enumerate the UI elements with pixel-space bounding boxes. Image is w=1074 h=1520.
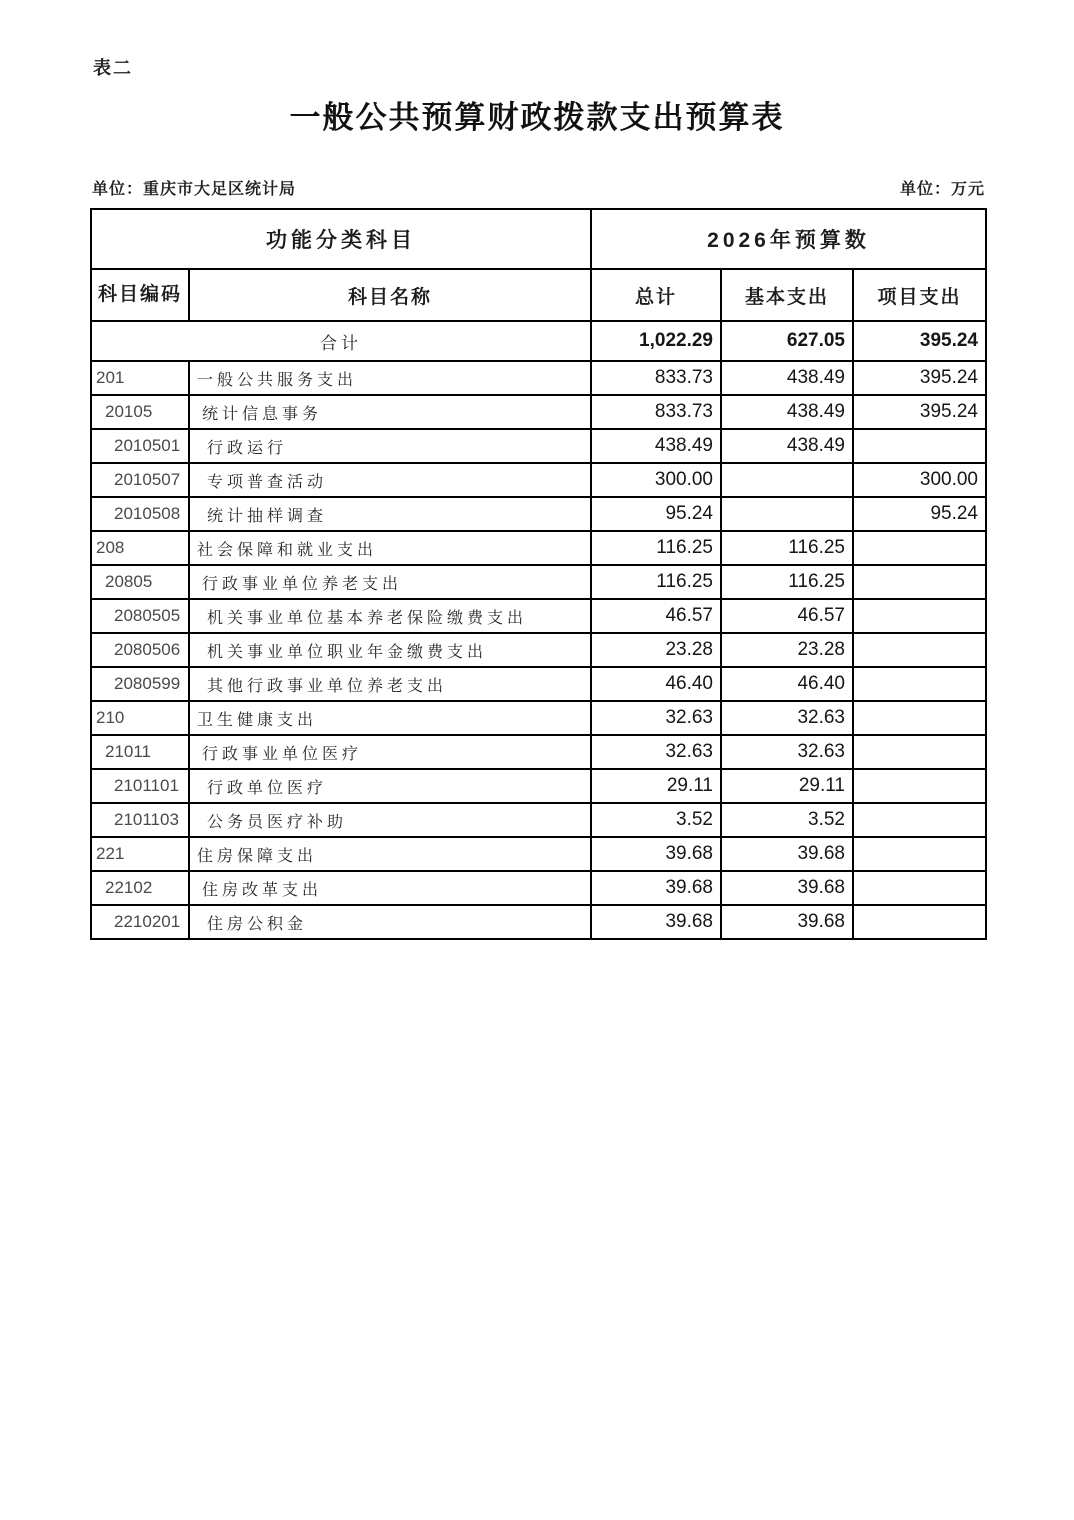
grand-total-total: 1,022.29 <box>591 321 721 361</box>
basic-expenditure-cell: 116.25 <box>721 531 853 565</box>
subject-code-cell: 210 <box>91 701 189 735</box>
subject-code-cell: 2101103 <box>91 803 189 837</box>
table-row <box>91 361 986 395</box>
subject-name-cell: 行政单位医疗 <box>189 769 591 803</box>
subject-name-cell: 公务员医疗补助 <box>189 803 591 837</box>
subject-name-cell: 其他行政事业单位养老支出 <box>189 667 591 701</box>
basic-expenditure-cell: 116.25 <box>721 565 853 599</box>
basic-expenditure-cell: 23.28 <box>721 633 853 667</box>
grand-total-project: 395.24 <box>853 321 986 361</box>
table-row <box>91 395 986 429</box>
basic-expenditure-cell: 32.63 <box>721 701 853 735</box>
subject-name-cell: 行政运行 <box>189 429 591 463</box>
subject-code-cell: 2101101 <box>91 769 189 803</box>
project-expenditure-cell: 395.24 <box>853 395 986 429</box>
subject-name-cell: 行政事业单位医疗 <box>189 735 591 769</box>
project-expenditure-cell <box>853 429 986 463</box>
subject-code-cell: 2210201 <box>91 905 189 939</box>
total-value-cell: 833.73 <box>591 361 721 395</box>
project-expenditure-cell <box>853 871 986 905</box>
table-row <box>91 633 986 667</box>
basic-expenditure-cell: 46.57 <box>721 599 853 633</box>
subject-name-cell: 专项普查活动 <box>189 463 591 497</box>
subject-code-cell: 2080599 <box>91 667 189 701</box>
subject-name-cell: 行政事业单位养老支出 <box>189 565 591 599</box>
table-row <box>91 701 986 735</box>
total-value-cell: 116.25 <box>591 531 721 565</box>
basic-expenditure-cell: 39.68 <box>721 871 853 905</box>
subject-name-cell: 机关事业单位职业年金缴费支出 <box>189 633 591 667</box>
subject-code-cell: 2080506 <box>91 633 189 667</box>
table-row <box>91 429 986 463</box>
column-header-project-expenditure: 项目支出 <box>853 269 986 321</box>
subject-code-cell: 21011 <box>91 735 189 769</box>
project-expenditure-cell: 95.24 <box>853 497 986 531</box>
total-value-cell: 46.40 <box>591 667 721 701</box>
basic-expenditure-cell: 32.63 <box>721 735 853 769</box>
table-row <box>91 803 986 837</box>
header-columns-row <box>91 269 986 321</box>
project-expenditure-cell: 395.24 <box>853 361 986 395</box>
table-row <box>91 531 986 565</box>
total-value-cell: 39.68 <box>591 871 721 905</box>
basic-expenditure-cell: 46.40 <box>721 667 853 701</box>
subject-code-cell: 2080505 <box>91 599 189 633</box>
basic-expenditure-cell: 39.68 <box>721 837 853 871</box>
basic-expenditure-cell: 438.49 <box>721 361 853 395</box>
subject-code-cell: 201 <box>91 361 189 395</box>
total-value-cell: 23.28 <box>591 633 721 667</box>
subject-name-cell: 住房公积金 <box>189 905 591 939</box>
subject-name-cell: 统计信息事务 <box>189 395 591 429</box>
project-expenditure-cell <box>853 531 986 565</box>
column-header-subject-code: 科目编码 <box>91 269 189 321</box>
basic-expenditure-cell <box>721 463 853 497</box>
table-row <box>91 463 986 497</box>
project-expenditure-cell: 300.00 <box>853 463 986 497</box>
header-budget-2026: 2026年预算数 <box>591 209 986 269</box>
header-function-classification: 功能分类科目 <box>91 209 591 269</box>
unit-organization: 单位：重庆市大足区统计局 <box>92 181 297 198</box>
total-value-cell: 39.68 <box>591 905 721 939</box>
table-row <box>91 667 986 701</box>
basic-expenditure-cell: 438.49 <box>721 429 853 463</box>
subject-code-cell: 221 <box>91 837 189 871</box>
table-row <box>91 905 986 939</box>
table-row <box>91 497 986 531</box>
subject-name-cell: 卫生健康支出 <box>189 701 591 735</box>
column-header-subject-name: 科目名称 <box>189 269 591 321</box>
column-header-basic-expenditure: 基本支出 <box>721 269 853 321</box>
budget-table <box>90 208 987 940</box>
total-value-cell: 32.63 <box>591 735 721 769</box>
total-value-cell: 29.11 <box>591 769 721 803</box>
project-expenditure-cell <box>853 633 986 667</box>
total-value-cell: 3.52 <box>591 803 721 837</box>
subject-name-cell: 机关事业单位基本养老保险缴费支出 <box>189 599 591 633</box>
table-row <box>91 599 986 633</box>
subject-code-cell: 20805 <box>91 565 189 599</box>
subject-code-cell: 2010501 <box>91 429 189 463</box>
project-expenditure-cell <box>853 565 986 599</box>
subject-name-cell: 一般公共服务支出 <box>189 361 591 395</box>
total-value-cell: 300.00 <box>591 463 721 497</box>
total-value-cell: 116.25 <box>591 565 721 599</box>
project-expenditure-cell <box>853 837 986 871</box>
unit-row <box>92 176 985 199</box>
table-header <box>91 209 986 321</box>
table-row <box>91 769 986 803</box>
subject-code-cell: 22102 <box>91 871 189 905</box>
subject-name-cell: 住房改革支出 <box>189 871 591 905</box>
total-value-cell: 438.49 <box>591 429 721 463</box>
table-row <box>91 735 986 769</box>
subject-name-cell: 社会保障和就业支出 <box>189 531 591 565</box>
table-row <box>91 871 986 905</box>
subject-code-cell: 208 <box>91 531 189 565</box>
subject-code-cell: 20105 <box>91 395 189 429</box>
project-expenditure-cell <box>853 701 986 735</box>
basic-expenditure-cell: 29.11 <box>721 769 853 803</box>
basic-expenditure-cell <box>721 497 853 531</box>
total-value-cell: 833.73 <box>591 395 721 429</box>
project-expenditure-cell <box>853 769 986 803</box>
grand-total-row <box>91 321 986 361</box>
basic-expenditure-cell: 438.49 <box>721 395 853 429</box>
project-expenditure-cell <box>853 905 986 939</box>
unit-currency: 单位：万元 <box>899 181 985 198</box>
total-value-cell: 95.24 <box>591 497 721 531</box>
grand-total-basic: 627.05 <box>721 321 853 361</box>
table-row <box>91 565 986 599</box>
project-expenditure-cell <box>853 599 986 633</box>
subject-name-cell: 住房保障支出 <box>189 837 591 871</box>
total-value-cell: 46.57 <box>591 599 721 633</box>
project-expenditure-cell <box>853 667 986 701</box>
basic-expenditure-cell: 3.52 <box>721 803 853 837</box>
total-value-cell: 39.68 <box>591 837 721 871</box>
subject-code-cell: 2010508 <box>91 497 189 531</box>
table-label: 表二 <box>93 58 133 78</box>
basic-expenditure-cell: 39.68 <box>721 905 853 939</box>
column-header-total: 总计 <box>591 269 721 321</box>
total-value-cell: 32.63 <box>591 701 721 735</box>
grand-total-label: 合计 <box>91 321 591 361</box>
table-body <box>91 321 986 939</box>
subject-code-cell: 2010507 <box>91 463 189 497</box>
project-expenditure-cell <box>853 735 986 769</box>
project-expenditure-cell <box>853 803 986 837</box>
header-group-row <box>91 209 986 269</box>
table-row <box>91 837 986 871</box>
page-title: 一般公共预算财政拨款支出预算表 <box>289 100 785 135</box>
subject-name-cell: 统计抽样调查 <box>189 497 591 531</box>
